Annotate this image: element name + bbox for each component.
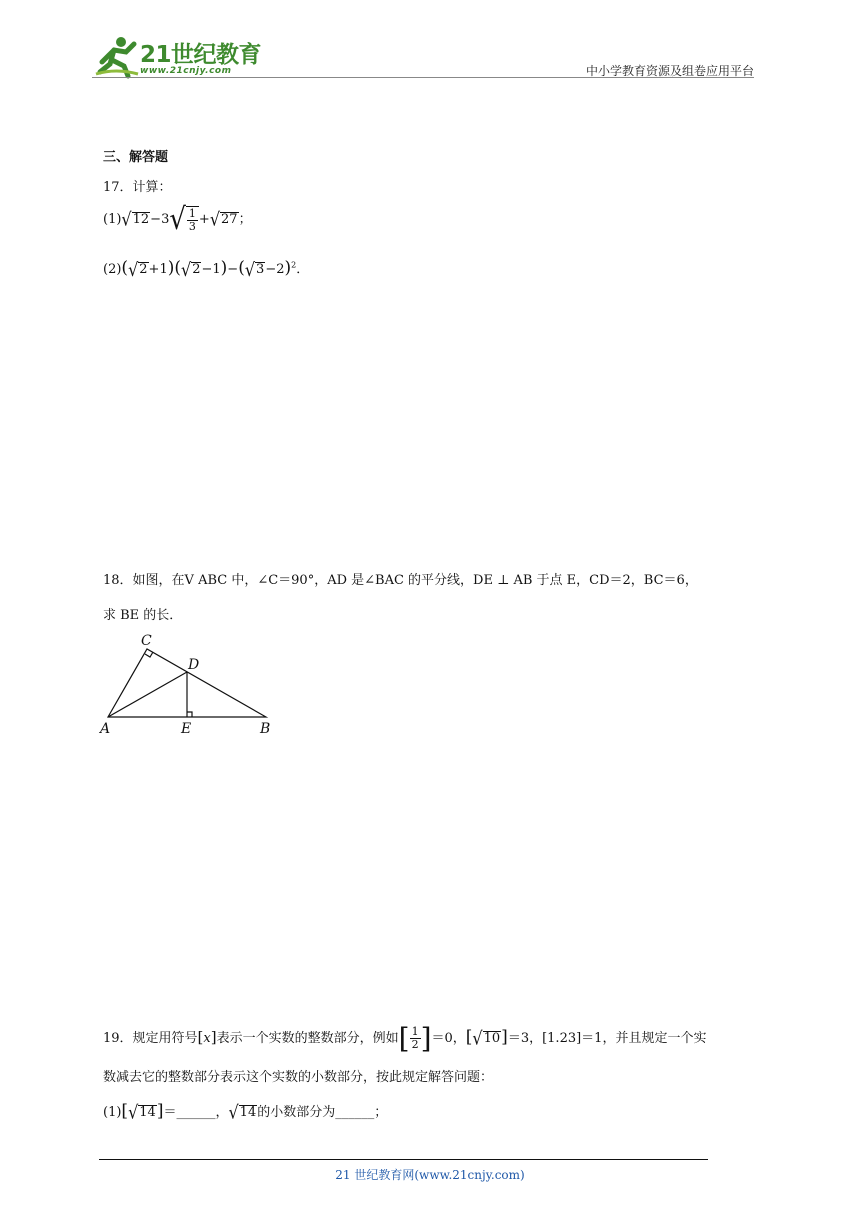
- q17-part2: [103, 258, 309, 278]
- sqrt-symbol-icon: √: [121, 208, 132, 230]
- footer-link[interactable]: 21 世纪教育网(www.21cnjy.com): [335, 1168, 525, 1182]
- segment-ad: [108, 672, 187, 717]
- paren-open: (: [238, 258, 245, 278]
- q19-p1-eq: ＝______，: [163, 1105, 229, 1120]
- q17-p2-b: +1: [148, 262, 168, 277]
- q19-ex1-fraction: [410, 1026, 421, 1051]
- bracket-open: [: [398, 1022, 410, 1055]
- bracket-open: [: [465, 1027, 473, 1047]
- label-b: B: [260, 721, 271, 737]
- q17-p1-frac-root: [186, 206, 199, 233]
- q17-p1-frac-num: 1: [188, 207, 196, 220]
- q17-p1-frac-den: 3: [188, 220, 196, 233]
- q19-t1: 19．规定用符号: [103, 1031, 198, 1046]
- q19-ex1-den: 2: [411, 1038, 419, 1051]
- q17-p2-e: −: [227, 262, 239, 277]
- sqrt-symbol-icon: √: [228, 1101, 239, 1123]
- label-a: A: [100, 721, 111, 737]
- q19-part1: [103, 1101, 387, 1121]
- header-divider: [92, 77, 754, 78]
- label-e: E: [181, 721, 192, 737]
- q17-p2-g: −2: [265, 262, 285, 277]
- bracket-open: [: [121, 1101, 129, 1121]
- platform-name: 中小学教育资源及组卷应用平台: [585, 64, 754, 78]
- q17-p2-f: 3: [256, 262, 265, 277]
- brand-name: 21世纪教育: [140, 42, 262, 68]
- brand-url: www.21cnjy.com: [140, 66, 232, 76]
- sqrt-symbol-icon: √: [128, 258, 139, 280]
- q17-p2-end: ．: [296, 262, 310, 277]
- q19-p1-tail: 的小数部分为______；: [257, 1105, 388, 1120]
- q17-p2-a: 2: [139, 262, 148, 277]
- q18-line2: 求 BE 的长．: [103, 608, 183, 623]
- sqrt-symbol-icon: √: [244, 258, 256, 280]
- label-c: C: [141, 633, 152, 649]
- bracket-close: ]: [210, 1028, 217, 1046]
- q17-p2-exponent: 2: [291, 260, 297, 270]
- q19-ex2-val: ＝3，: [507, 1031, 543, 1046]
- q19-line1: [103, 1022, 706, 1055]
- q17-p1-radicand2: 27: [221, 212, 238, 227]
- q17-p1-fraction: [187, 208, 198, 233]
- q19-ex2-rad: 10: [483, 1031, 501, 1046]
- footer-divider: [99, 1159, 708, 1160]
- right-angle-c-icon: [145, 652, 153, 657]
- bracket-open: [: [197, 1028, 204, 1046]
- q19-ex1-val: ＝0，: [431, 1031, 466, 1046]
- q19-p1-rad: 14: [139, 1105, 156, 1120]
- q19-line2: 数减去它的整数部分表示这个实数的小数部分，按此规定解答问题：: [103, 1070, 494, 1085]
- paren-close: ): [284, 258, 292, 278]
- section-title: 三、解答题: [103, 150, 169, 165]
- q18-line1: 18．如图，在V ABC 中，∠C＝90°，AD 是∠BAC 的平分线，DE ⊥ AB 于点 E，CD＝2，BC＝6，: [103, 573, 698, 588]
- bracket-close: ]: [420, 1022, 432, 1055]
- sqrt-symbol-icon: √: [209, 208, 221, 230]
- paren-open: (: [121, 258, 129, 278]
- sqrt-symbol-icon: √: [169, 202, 186, 237]
- bracket-close: ]: [501, 1027, 508, 1047]
- q17-p1-prefix: (1): [103, 212, 122, 227]
- q19-p1-prefix: (1): [103, 1105, 122, 1120]
- q17-p1-minus: −3: [150, 212, 170, 227]
- q17-p2-c: 2: [192, 262, 201, 277]
- sqrt-symbol-icon: √: [128, 1101, 139, 1123]
- right-angle-e-icon: [187, 712, 192, 717]
- q17-p2-prefix: (2): [103, 262, 122, 277]
- paren-close: )(: [167, 258, 181, 278]
- q17-p2-d: −1: [201, 262, 221, 277]
- sqrt-symbol-icon: √: [180, 258, 192, 280]
- label-d: D: [188, 657, 200, 673]
- paren-close: ): [220, 258, 228, 278]
- q17-part1: [103, 202, 252, 237]
- q17-p1-plus: +: [198, 212, 210, 227]
- q19-t3: ，并且规定一个实: [602, 1031, 707, 1046]
- q17-label: 17．计算：: [103, 180, 172, 195]
- bracket-close: ]: [156, 1101, 164, 1121]
- triangle-diagram: [98, 630, 288, 740]
- q19-ex1-num: 1: [411, 1025, 419, 1038]
- q19-x: x: [203, 1031, 211, 1046]
- q17-p1-radicand1: 12: [132, 212, 150, 227]
- q17-p1-end: ；: [238, 212, 252, 227]
- q19-p1-rad2: 14: [239, 1105, 257, 1120]
- q19-t2: 表示一个实数的整数部分，例如: [216, 1031, 399, 1046]
- sqrt-symbol-icon: √: [472, 1027, 483, 1049]
- q19-ex3: [1.23]＝1: [542, 1031, 603, 1046]
